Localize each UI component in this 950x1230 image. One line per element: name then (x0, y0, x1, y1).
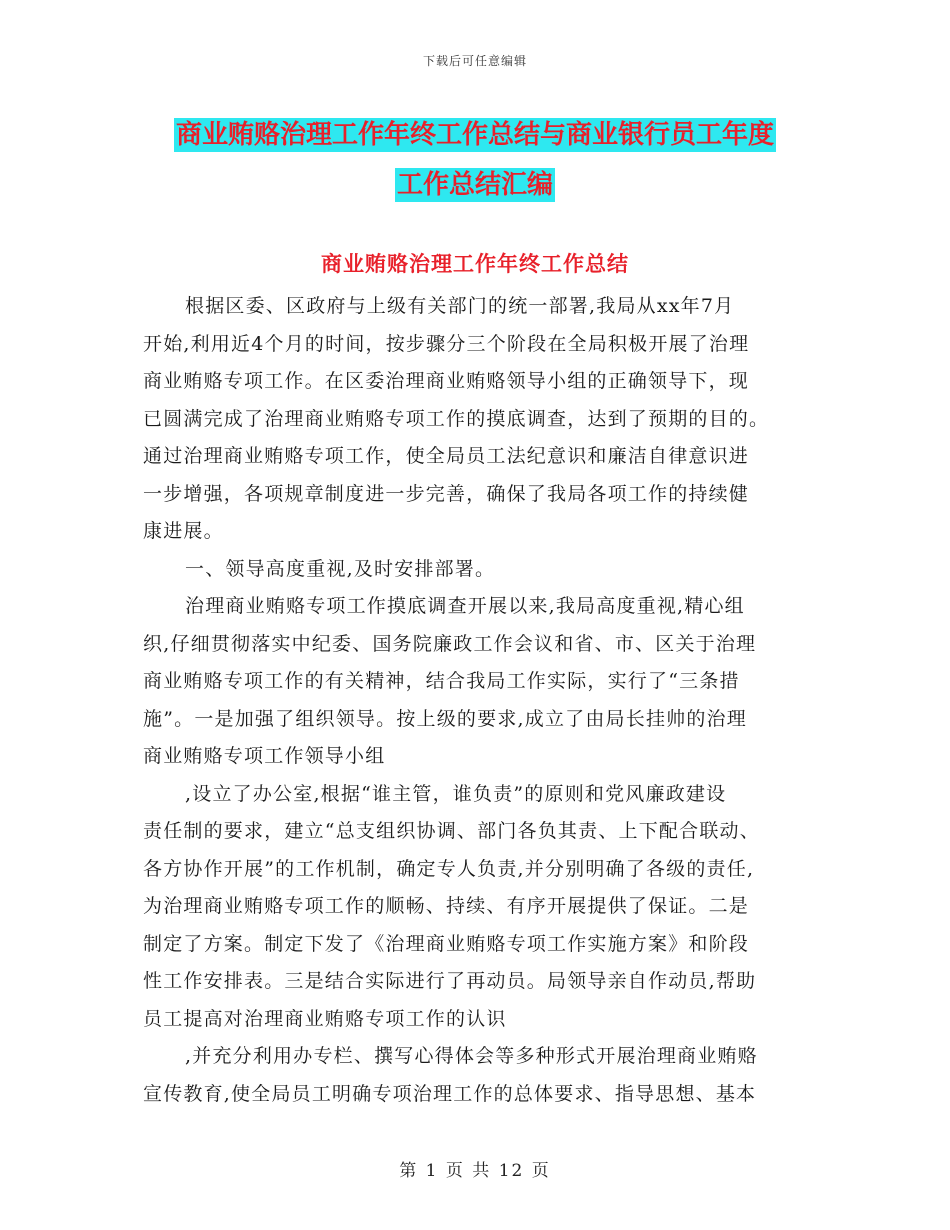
body-line: 制定了方案。制定下发了《治理商业贿赂专项工作实施方案》和阶段 (143, 932, 750, 955)
main-title-line-2: 工作总结汇编 (396, 170, 553, 200)
header-note: 下载后可任意编辑 (422, 54, 527, 68)
body-heading: 一、领导高度重视,及时安排部署。 (185, 557, 496, 580)
body-line: 通过治理商业贿赂专项工作，使全局员工法纪意识和廉洁自律意识进 (143, 445, 750, 467)
body-line: 为治理商业贿赂专项工作的顺畅、持续、有序开展提供了保证。二是 (143, 895, 750, 917)
body-line: 宣传教育,使全局员工明确专项治理工作的总体要求、指导思想、基本 (143, 1082, 757, 1105)
section-title: 商业贿赂治理工作年终工作总结 (321, 252, 629, 276)
body-line: 施”。一是加强了组织领导。按上级的要求,成立了由局长挂帅的治理 (143, 707, 747, 730)
body-text (143, 288, 809, 1113)
body-line: ,并充分利用办专栏、撰写心得体会等多种形式开展治理商业贿赂 (185, 1045, 758, 1067)
body-line: 织,仔细贯彻落实中纪委、国务院廉政工作会议和省、市、区关于治理 (143, 632, 757, 655)
body-line: 商业贿赂专项工作领导小组 (143, 745, 386, 767)
body-line: 商业贿赂专项工作。在区委治理商业贿赂领导小组的正确领导下，现 (143, 370, 750, 392)
body-line: 责任制的要求，建立“总支组织协调、部门各负其责、上下配合联动、 (143, 820, 760, 842)
body-line: 治理商业贿赂专项工作摸底调查开展以来,我局高度重视,精心组 (185, 595, 745, 617)
body-line: ,设立了办公室,根据“谁主管，谁负责”的原则和党风廉政建设 (185, 782, 727, 805)
body-line: 开始,利用近4个月的时间，按步骤分三个阶段在全局积极开展了治理 (143, 332, 750, 355)
body-line: 已圆满完成了治理商业贿赂专项工作的摸底调查，达到了预期的目的。 (143, 407, 770, 430)
main-title-line-1: 商业贿赂治理工作年终工作总结与商业银行员工年度 (175, 120, 774, 150)
body-line: 根据区委、区政府与上级有关部门的统一部署,我局从xx年7月 (185, 295, 735, 317)
page-footer: 第 1 页 共 12 页 (399, 1161, 551, 1181)
body-line: 一步增强，各项规章制度进一步完善，确保了我局各项工作的持续健 (143, 482, 750, 505)
main-title (140, 110, 810, 210)
body-line: 各方协作开展”的工作机制，确定专人负责,并分别明确了各级的责任, (143, 857, 755, 880)
body-line: 性工作安排表。三是结合实际进行了再动员。局领导亲自作动员,帮助 (143, 970, 757, 992)
body-line: 员工提高对治理商业贿赂专项工作的认识 (143, 1007, 507, 1030)
body-line: 康进展。 (143, 520, 224, 542)
body-line: 商业贿赂专项工作的有关精神，结合我局工作实际，实行了“三条措 (143, 670, 740, 692)
